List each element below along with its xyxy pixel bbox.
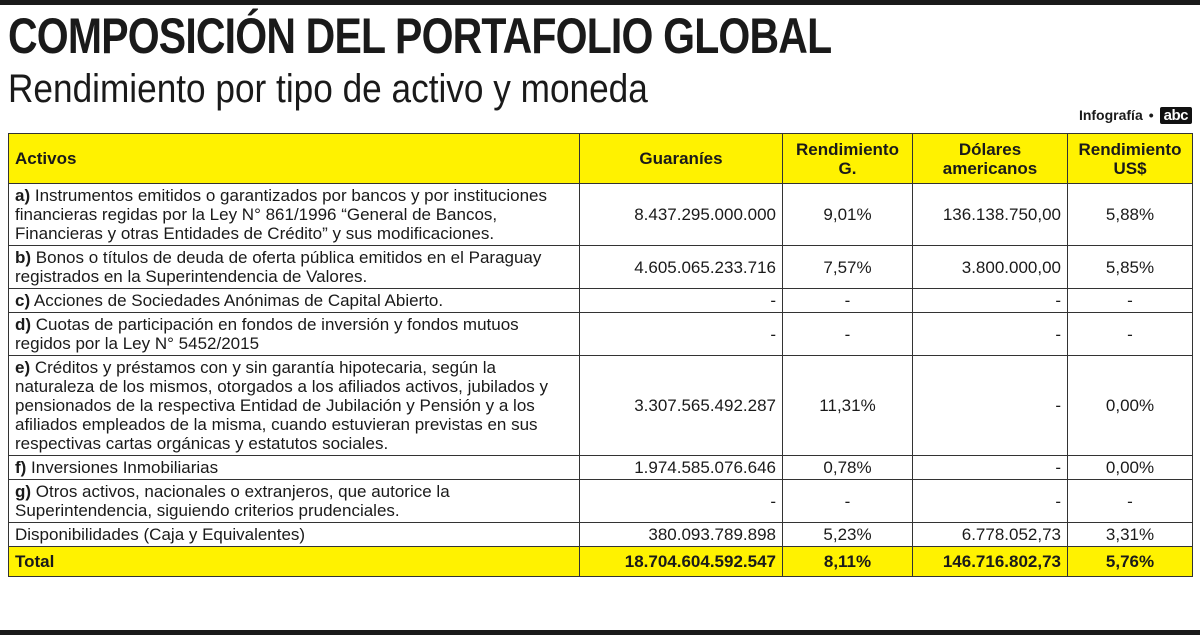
credit-label: Infografía [1078,107,1143,123]
asset-description [9,289,580,313]
total-rendimiento-usd: 5,76% [1068,547,1193,577]
asset-text: Instrumentos emitidos o garantizados por bancos y por instituciones financieras regidas por la Ley N° 861/1996 “General de Bancos, Financieras y otras Entidades de Crédito” y sus modificaciones. [15,186,548,243]
asset-letter: d) [15,315,32,334]
table-row [9,356,1193,456]
dolares-value: 136.138.750,00 [913,184,1068,246]
asset-text: Disponibilidades (Caja y Equivalentes) [15,525,306,544]
guaranies-value: - [580,313,783,356]
abc-logo-icon: abc [1160,107,1192,124]
bottom-rule [0,630,1200,635]
asset-text: Cuotas de participación en fondos de inversión y fondos mutuos regidos por la Ley N° 5452/2015 [15,315,519,353]
rendimiento-usd-value: 5,88% [1068,184,1193,246]
rendimiento-g-value: 11,31% [783,356,913,456]
asset-description [9,456,580,480]
total-label: Total [9,547,580,577]
asset-text: Acciones de Sociedades Anónimas de Capital Abierto. [30,291,444,310]
table-row [9,523,1193,547]
asset-letter: c) [15,291,31,310]
rendimiento-g-value: - [783,313,913,356]
dolares-value: 3.800.000,00 [913,246,1068,289]
dolares-value: - [913,456,1068,480]
dolares-value: 6.778.052,73 [913,523,1068,547]
column-header-rendimiento-g: Rendimiento G. [783,134,913,184]
asset-letter: g) [15,482,32,501]
dolares-value: - [913,356,1068,456]
asset-text: Créditos y préstamos con y sin garantía hipotecaria, según la naturaleza de los mismos, otorgados a los afiliados activos, jubilados y pensionados de la respectiva Entidad de Jubilación y Pensión y a los afiliados empleados de la misma, cuando estuvieran previstas en sus respectivas cartas orgánicas y estatutos sociales. [15,358,548,453]
asset-letter: b) [15,248,32,267]
asset-letter: f) [15,458,27,477]
rendimiento-usd-value: 0,00% [1068,456,1193,480]
asset-text: Bonos o títulos de deuda de oferta pública emitidos en el Paraguay registrados en la Superintendencia de Valores. [15,248,542,286]
rendimiento-usd-value: - [1068,313,1193,356]
asset-letter: a) [15,186,31,205]
column-header-guaranies: Guaraníes [580,134,783,184]
top-rule [0,0,1200,5]
asset-description [9,246,580,289]
rendimiento-usd-value: - [1068,289,1193,313]
total-dolares: 146.716.802,73 [913,547,1068,577]
total-guaranies: 18.704.604.592.547 [580,547,783,577]
table-row [9,289,1193,313]
guaranies-value: - [580,289,783,313]
asset-text: Otros activos, nacionales o extranjeros, que autorice la Superintendencia, siguiendo criterios prudenciales. [15,482,450,520]
table-row [9,480,1193,523]
asset-text: Inversiones Inmobiliarias [26,458,219,477]
page-subtitle: Rendimiento por tipo de activo y moneda [8,67,648,111]
asset-description [9,523,580,547]
asset-description [9,356,580,456]
rendimiento-g-value: 9,01% [783,184,913,246]
asset-description [9,480,580,523]
rendimiento-usd-value: 3,31% [1068,523,1193,547]
rendimiento-usd-value: - [1068,480,1193,523]
rendimiento-usd-value: 0,00% [1068,356,1193,456]
table-row [9,456,1193,480]
rendimiento-g-value: 0,78% [783,456,913,480]
total-rendimiento-g: 8,11% [783,547,913,577]
asset-letter: e) [15,358,31,377]
column-header-dolares: Dólares americanos [913,134,1068,184]
guaranies-value: 380.093.789.898 [580,523,783,547]
rendimiento-g-value: 7,57% [783,246,913,289]
rendimiento-g-value: - [783,480,913,523]
table-header-row [9,134,1193,184]
asset-description [9,184,580,246]
table-row [9,184,1193,246]
rendimiento-g-value: - [783,289,913,313]
guaranies-value: 4.605.065.233.716 [580,246,783,289]
total-row [9,547,1193,577]
column-header-rendimiento-usd: Rendimiento US$ [1068,134,1193,184]
table-row [9,313,1193,356]
dolares-value: - [913,289,1068,313]
guaranies-value: 8.437.295.000.000 [580,184,783,246]
dolares-value: - [913,313,1068,356]
credit [1079,105,1192,125]
asset-description [9,313,580,356]
guaranies-value: - [580,480,783,523]
table-row [9,246,1193,289]
dolares-value: - [913,480,1068,523]
rendimiento-g-value: 5,23% [783,523,913,547]
guaranies-value: 1.974.585.076.646 [580,456,783,480]
page-title: COMPOSICIÓN DEL PORTAFOLIO GLOBAL [8,8,832,64]
portfolio-table [8,133,1193,577]
guaranies-value: 3.307.565.492.287 [580,356,783,456]
credit-separator: • [1148,107,1154,123]
column-header-activos: Activos [9,134,580,184]
rendimiento-usd-value: 5,85% [1068,246,1193,289]
